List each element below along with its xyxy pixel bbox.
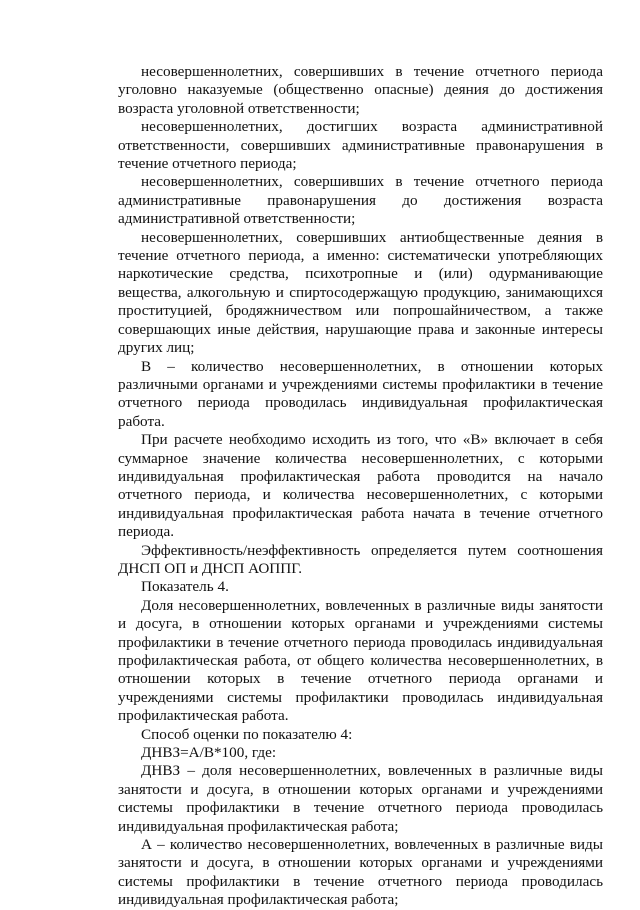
- paragraph-definition-a: А – количество несовершеннолетних, вовлеченных в различные виды занятости и досуга, в отношении которых органами и учреждениями системы профилактики в течение отчетного периода проводилась индивидуальная профилактическая работа;: [118, 836, 603, 909]
- indicator-heading: Показатель 4.: [141, 578, 229, 596]
- paragraph-admin-offenses-minor-age: несовершеннолетних, совершивших в течение отчетного периода административные правонарушения до достижения возраста административной ответственности;: [118, 173, 603, 228]
- paragraph-calculation-note: При расчете необходимо исходить из того, что «В» включает в себя суммарное значение количества несовершеннолетних, с которыми индивидуальная профилактическая работа проводится на начало отчетного периода, и количества несовершеннолетних, с которыми индивидуальная профилактическая работа начата в течение отчетного периода.: [118, 431, 603, 541]
- paragraph-definition-dnvz: ДНВЗ – доля несовершеннолетних, вовлеченных в различные виды занятости и досуга, в отношении которых органами и учреждениями системы профилактики в течение отчетного периода проводилась индивидуальная профилактическая работа;: [118, 762, 603, 835]
- formula: ДНВЗ=А/В*100, где:: [141, 744, 277, 762]
- paragraph-admin-offenses-adult-age: несовершеннолетних, достигших возраста административной ответственности, совершивших административные правонарушения в течение отчетного периода;: [118, 118, 603, 173]
- paragraph-indicator-description: Доля несовершеннолетних, вовлеченных в различные виды занятости и досуга, в отношении которых органами и учреждениями системы профилактики в течение отчетного периода проводилась индивидуальная профилактическая работа, от общего количества несовершеннолетних, в отношении которых в течение отчетного периода органами и учреждениями системы профилактики проводилась индивидуальная профилактическая работа.: [118, 596, 603, 725]
- paragraph-antisocial-acts: несовершеннолетних, совершивших антиобщественные деяния в течение отчетного периода, а именно: систематически употребляющих наркотические средства, психотропные и (или) одурманивающие вещества, алкогольную и спиртосодержащую продукцию, занимающихся проституцией, бродяжничеством или попрошайничеством, а также совершающих иные действия, нарушающие права и законные интересы других лиц;: [118, 228, 603, 357]
- paragraph-evaluation-method: Способ оценки по показателю 4:: [141, 725, 353, 743]
- document-body: [118, 63, 603, 910]
- paragraph-definition-b: В – количество несовершеннолетних, в отношении которых различными органами и учреждениями системы профилактики в течение отчетного периода проводилась индивидуальная профилактическая работа.: [118, 357, 603, 430]
- paragraph-effectiveness: Эффективность/неэффективность определяется путем соотношения ДНСП ОП и ДНСП АОППГ.: [118, 541, 603, 577]
- paragraph-criminal-acts: несовершеннолетних, совершивших в течение отчетного периода уголовно наказуемые (общественно опасные) деяния до достижения возраста уголовной ответственности;: [118, 63, 603, 117]
